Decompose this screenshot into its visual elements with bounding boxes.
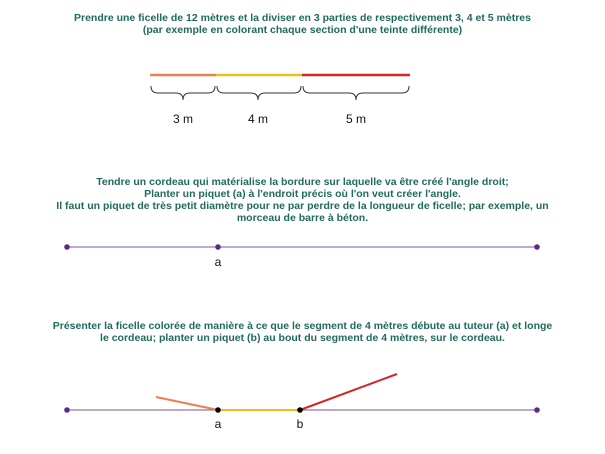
stake-a (215, 407, 221, 413)
label-a-step3: a (214, 417, 222, 431)
length-braces (151, 86, 409, 100)
brace-3m (151, 86, 215, 100)
step3-line-1: Présenter la ficelle colorée de manière à ce que le segment de 4 mètres débute au tuteur (a) et longe (52, 320, 553, 332)
stake-a (215, 244, 221, 250)
rope-end-right (534, 244, 540, 250)
rope-end-left (64, 407, 70, 413)
rope-step3 (64, 374, 540, 413)
step1-line-2: (par exemple en colorant chaque section d'une teinte différente) (142, 24, 463, 36)
label-a-step2: a (214, 255, 222, 269)
rope-step2 (64, 244, 540, 250)
brace-5m (303, 86, 409, 100)
rope-end-right (534, 407, 540, 413)
label-3m: 3 m (172, 112, 194, 126)
rope-end-left (64, 244, 70, 250)
label-4m: 4 m (247, 112, 269, 126)
step2-line-1: Tendre un cordeau qui matérialise la bordure sur laquelle va être créé l'angle droit; (96, 176, 509, 188)
stake-b (297, 407, 303, 413)
brace-4m (217, 86, 301, 100)
step1-line-1: Prendre une ficelle de 12 mètres et la diviser en 3 parties de respectivement 3, 4 et 5 mètres (74, 12, 531, 24)
step2-line-2: Planter un piquet (a) à l'endroit précis où l'on veut créer l'angle. (144, 188, 461, 200)
label-5m: 5 m (345, 112, 367, 126)
step2-line-3: Il faut un piquet de très petit diamètre pour ne par perdre de la longueur de ficelle; par exemple, un (56, 200, 549, 212)
step3-line-2: le cordeau; planter un piquet (b) au bout du segment de 4 mètres, sur le cordeau. (100, 332, 505, 344)
label-b-step3: b (296, 417, 304, 431)
segment-5m-placed (300, 374, 397, 410)
step2-line-4: morceau de barre à béton. (236, 212, 369, 224)
segment-3m-placed (156, 397, 218, 410)
